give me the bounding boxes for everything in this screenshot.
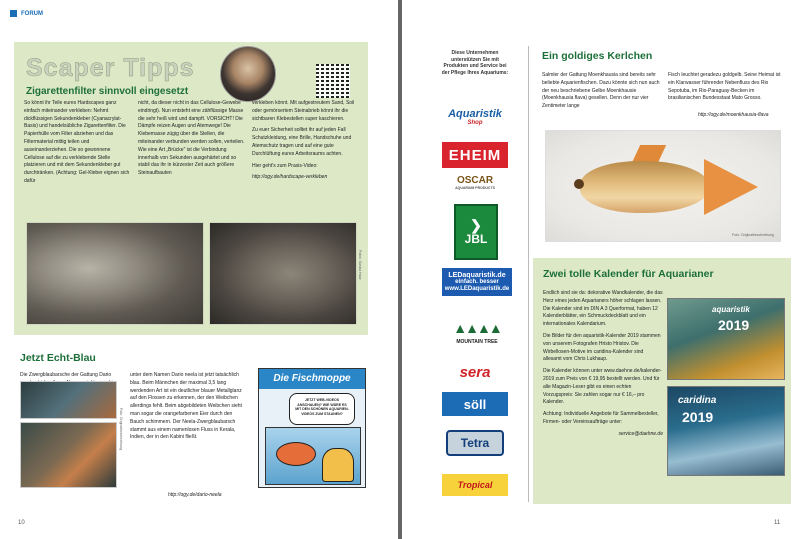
fischmoppe-comic <box>258 368 366 488</box>
jbl-fish-icon: ❯ <box>470 217 482 233</box>
kalender-p2: Die Bilder für den aquaristik-Kalender 2019 stammen von unserem Fotografen Hristo Hristov. Die Wirbellosen-Motive im caridina-Kalender sind allesamt vom Chris Lukhaup. <box>543 332 661 363</box>
kerlchen-column-1 <box>542 72 660 115</box>
kerlchen-title: Ein goldiges Kerlchen <box>542 50 653 62</box>
jbl-label: JBL <box>464 232 488 246</box>
aquaristik-calendar-cover <box>667 298 785 380</box>
jbl-logo[interactable] <box>454 204 498 260</box>
scaper-col3-text-b: Zu euer Sicherheit solltet ihr auf jeden Fall Schutzkleidung, eine Brille, Handschuhe und Atemschutz tragen und auf eine gute Durchlüftung eures Arbeitsraums achten. <box>252 127 352 157</box>
soll-logo[interactable]: söll <box>442 392 508 416</box>
scaper-title: Scaper Tipps <box>26 54 195 82</box>
author-portrait <box>220 46 276 102</box>
tetra-logo[interactable]: Tetra <box>446 430 504 456</box>
dario-photo-2 <box>20 422 117 488</box>
caridina-calendar-cover <box>667 386 785 476</box>
oscar-sub: AQUARIUM PRODUCTS <box>455 185 495 190</box>
led-label: LEDaquaristik.de <box>448 271 506 279</box>
oscar-label: OSCAR <box>456 174 494 186</box>
kerlchen-column-2 <box>668 72 784 107</box>
oscar-logo[interactable] <box>442 172 508 192</box>
echt-blau-photo-credit: Foto: Originalbeschreibung <box>119 408 123 451</box>
scaper-col3-text-a: verkleben könnt. Mit aufgestreutem Sand, Soil oder gemörsertem Steinabrieb könnt ihr die sichtbaren Klebestellen super kaschieren. <box>252 100 355 122</box>
sponsor-heading: Diese Unternehmen unterstützen Sie mit Produkten und Service bei der Pflege Ihres Aquariums: <box>441 50 509 76</box>
section-tag-square <box>10 10 17 17</box>
qr-code[interactable] <box>316 64 350 98</box>
moenkhausia-photo <box>545 130 781 242</box>
kalender-p1: Endlich sind sie da: dekorative Wandkalender, die das Herz eines jeden Aquarianers höher schlagen lassen. Die Kalender sind im DIN A 3 Querformat, haben 12 Kalenderblätter, ein Schmuckdeckblatt und ein internationales Kalendarium. <box>543 290 663 328</box>
left-page <box>0 0 398 539</box>
hardscape-photo-1 <box>26 222 204 325</box>
mountain-tree-label: MOUNTAIN TREE <box>456 339 498 345</box>
led-url: www.LEDaquaristik.de <box>444 285 510 292</box>
echt-blau-column-2 <box>130 372 242 446</box>
comic-fish <box>276 442 316 466</box>
comic-cat <box>322 448 354 482</box>
moenkhausia-link[interactable]: http://ogy.de/moenkhausia-flava <box>698 112 769 118</box>
led-sub: einfach. besser <box>455 278 499 285</box>
page-number-left: 10 <box>18 520 25 526</box>
dario-neela-link[interactable]: http://ogy.de/dario-neela <box>168 492 222 498</box>
kerlchen-col2-text: Fisch leuchtet geradezu goldgelb. Seine Heimat ist ein Klarwasser führender Nebenfluss des Rio Sepotuba, im Rio-Paraguay-Becken im brasilianischen Bundesstaat Mato Grosso. <box>668 72 781 102</box>
fish-tail <box>704 159 758 215</box>
scaper-col3-text-c: Hier geht's zum Praxis-Video: <box>252 162 318 169</box>
comic-speech-bubble: JETZT WEB-VIDEOS ANSCHAUEN? WIE WÄRE ES MIT DEN SCHÖNEN AQUARIEN-VIDEOS ZUM STAUNEN? <box>289 393 355 425</box>
right-page <box>402 0 800 539</box>
column-divider <box>528 46 529 502</box>
comic-banner: Die Fischmoppe <box>259 369 365 389</box>
mountain-tree-logo[interactable] <box>442 312 512 350</box>
aquaristik-shop-sub: Shop <box>467 120 483 126</box>
dario-photo-1 <box>20 381 117 419</box>
calendar1-year: 2019 <box>718 317 750 333</box>
sera-logo[interactable]: sera <box>459 363 491 381</box>
scaper-col2-text: nicht, da dieser nicht in das Cellulose-Gewebe eindringt). Nun entsteht eine zähflüssige Masse die sehr heiß wird und dampft. VORSICHT! Die Dämpfe reizen Augen und Atemwege! Die Klebemasse zügig über die Stellen, die miteinander verbunden werden sollen, verteilen. Wie eine Art „Brücke" ist die Verbindung innerhalb von Sekunden ausgehärtet und so stabil das ihr in kürzester Zeit auch größere Steinaufbauten <box>138 100 245 177</box>
calendar2-title: caridina <box>678 395 717 406</box>
scaper-photo-credit: Fotos: Saskia Haar <box>358 250 362 280</box>
kalender-email-link[interactable]: service@daehne.de <box>618 430 663 437</box>
tropical-logo[interactable]: Tropical <box>442 474 508 496</box>
kalender-text-column <box>543 290 663 443</box>
kerlchen-photo-credit: Foto: Originalbeschreibung <box>731 233 774 237</box>
kalender-p3: Die Kalender können unter www.daehne.de/kalender-2019 zum Preis von € 19,95 bestellt werden. Und für alle Magazin-Leser gibt es einen echten Vorzugspreis: Sie zahlen sogar nur € 16,– pro Kalender. <box>543 368 662 406</box>
scaper-column-2 <box>138 100 246 182</box>
echt-blau-title: Jetzt Echt-Blau <box>20 352 96 364</box>
kalender-box <box>533 258 791 504</box>
kerlchen-col1-text: Salmler der Gattung Moenkhausia sind bereits sehr beliebte Aquarienfischen. Dazu könnte sich nun auch der neu beschriebene Gelbe Moenkhausie (Moenkhausia flava) gesellen. Denn der nur vier Zentimeter lange <box>542 72 660 110</box>
fish-body <box>580 161 710 213</box>
calendar2-year: 2019 <box>682 409 714 425</box>
eheim-logo[interactable]: EHEIM <box>442 142 508 168</box>
aquaristik-shop-logo[interactable] <box>442 100 508 134</box>
tree-icon: ▲▲▲▲ <box>453 320 501 336</box>
scaper-tipps-box <box>14 42 368 335</box>
section-tag <box>10 10 43 17</box>
kalender-title: Zwei tolle Kalender für Aquarianer <box>543 268 714 280</box>
echt-blau-col2-text: unter dem Namen Dario neela ist jetzt tatsächlich blau. Beim Männchen der maximal 3,5 lang werdenden Art ist ein deutlicher blauer Metallglanz auf den Flossen zu erkennen, der den Weibchen allerdings fehlt. Beim abgebildeten Weibchen sieht man sogar die orangefarbenen Eier durch den Bauch schimmern. Der Neela-Zwergblaubarsch stammt aus einem namenlosen Fluss in Kerala, Indien, der in den Kabini fließt. <box>130 372 242 441</box>
hardscape-photo-2 <box>209 222 357 325</box>
scaper-video-link[interactable]: http://ogy.de/hardscape-verkleben <box>252 174 328 181</box>
scaper-subtitle: Zigarettenfilter sinnvoll eingesetzt <box>26 86 189 97</box>
scaper-col1-text: So könnt ihr Teile eures Hardscapes ganz einfach miteinander verkleben: Nehmt dickflüssigen Sekundenkleber (Cyanacrylat-Basis) und handelsübliche Zigarettenfilter. Die Papierhülle vom Filter abziehen und das Filtermaterial mittig teilen und auseinanderziehen. Die so gewonnene Cellulose auf die zu verklebende Stelle platzieren und mit dem Sekundenkleber gut durchtränken. (Achtung: Gel-Kleber eignen sich dafür <box>24 100 130 184</box>
scaper-column-1 <box>24 100 132 190</box>
led-aquaristik-logo[interactable] <box>442 268 512 296</box>
echt-blau-col1-text: Die Zwergblaubarsche der Gattung Dario <box>20 372 112 378</box>
section-tag-label: FORUM <box>21 10 43 17</box>
comic-scene <box>265 427 361 485</box>
page-number-right: 11 <box>774 520 781 526</box>
kalender-p4: Achtung: Individuelle Angebote für Sammelbesteller, Firmen- oder Vereinsaufträge unter: <box>543 411 659 425</box>
scaper-column-3 <box>252 100 358 186</box>
calendar1-title: aquaristik <box>712 305 750 314</box>
aquaristik-shop-label: Aquaristik <box>448 108 502 120</box>
